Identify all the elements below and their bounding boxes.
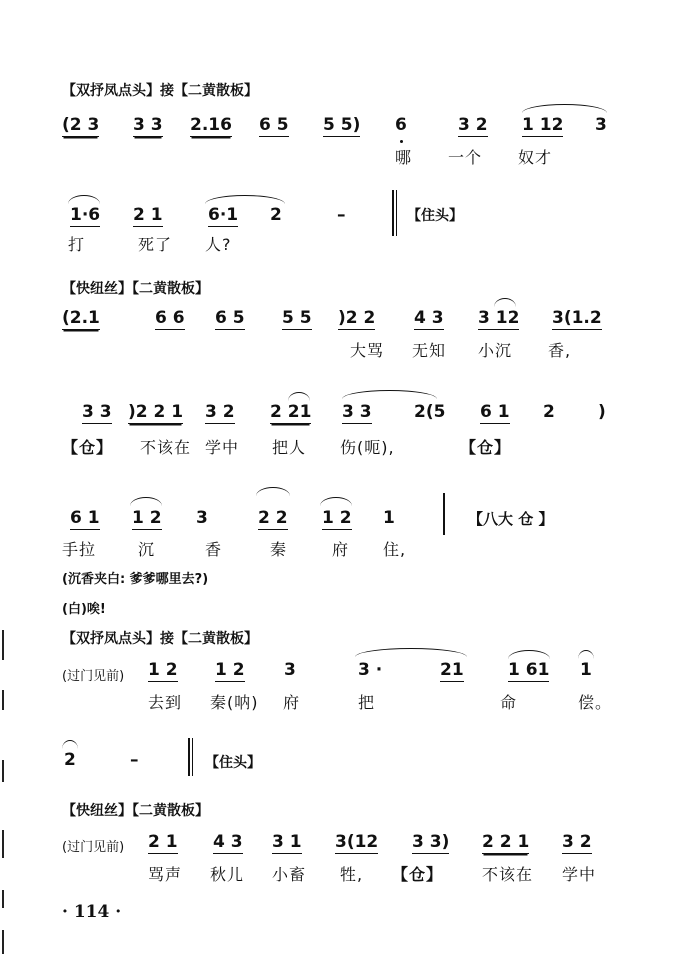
scan-margin-mark [2, 690, 4, 710]
note-group: – [130, 750, 139, 770]
note-group: (2 3 [62, 115, 100, 135]
scan-margin-mark [2, 890, 4, 908]
lyric: 秦 [270, 540, 288, 559]
lyric: 死了 [138, 235, 173, 254]
lyric: 偿。 [578, 693, 613, 712]
barline [443, 493, 445, 535]
note-group: 3 [196, 508, 208, 528]
scan-margin-mark [2, 760, 4, 782]
barline [188, 738, 190, 776]
note-group: 1 2 [148, 660, 178, 680]
slur-mark [62, 740, 78, 749]
slur-mark [68, 195, 100, 204]
slur-mark [320, 497, 352, 506]
note-group: 2 [64, 750, 76, 770]
note-group: 3 2 [562, 832, 592, 852]
lyric: 学中 [562, 865, 597, 884]
percussion-cue: 【仓】 [460, 438, 512, 457]
percussion-cue: 【住头】 [205, 755, 261, 771]
note-group: 4 3 [213, 832, 243, 852]
page-number: · 114 · [62, 902, 122, 922]
note-group: 5 5) [323, 115, 361, 135]
section-header: 【快纽丝】【二黄散板】 [62, 281, 209, 297]
slur-mark [494, 298, 516, 307]
note-group: 2 [543, 402, 555, 422]
note-group: 6 1 [70, 508, 100, 528]
note-group: 6·1 [208, 205, 239, 225]
lyric: 把人 [272, 438, 307, 457]
lyric: 去到 [148, 693, 183, 712]
lyric: 住, [383, 540, 407, 559]
section-header: 【快纽丝】【二黄散板】 [62, 803, 209, 819]
note-group: 1 [383, 508, 395, 528]
lyric: 香, [548, 341, 572, 360]
lyric: 香 [205, 540, 223, 559]
note-group: 2 21 [270, 402, 312, 422]
slur-mark [522, 104, 607, 113]
lyric: 学中 [205, 438, 240, 457]
prelude-note: (过门见前) [62, 840, 125, 855]
slur-mark [578, 650, 594, 659]
percussion-cue: 【仓】 [62, 438, 114, 457]
note-group: )2 2 [338, 308, 376, 328]
slur-mark [205, 195, 285, 204]
note-group: 3 [284, 660, 296, 680]
slur-mark [342, 390, 437, 399]
note-group: 6 5 [259, 115, 289, 135]
note-group: 3 3) [412, 832, 450, 852]
note-group: 3(1.2 [552, 308, 602, 328]
note-group: 3 3 [82, 402, 112, 422]
percussion-cue: 【住头】 [407, 208, 463, 224]
lyric: 奴才 [518, 148, 553, 167]
lyric: 骂声 [148, 865, 183, 884]
barline [392, 190, 394, 236]
slur-mark [130, 497, 162, 506]
lyric: 手拉 [62, 540, 97, 559]
note-group: 6 [395, 115, 407, 135]
note-group: 1 61 [508, 660, 550, 680]
note-group: 1 2 [322, 508, 352, 528]
note-group: 5 5 [282, 308, 312, 328]
note-group: 1 2 [132, 508, 162, 528]
scan-margin-mark [2, 830, 4, 858]
lyric: 不该在 [482, 865, 534, 884]
lyric: 小沉 [478, 341, 513, 360]
note-group: )2 2 1 [128, 402, 184, 422]
note-group: 3 12 [478, 308, 520, 328]
lyric: 命 [500, 693, 518, 712]
slur-mark [288, 392, 310, 401]
lyric: 府 [332, 540, 350, 559]
lyric: 无知 [412, 341, 447, 360]
note-group: 3 · [358, 660, 383, 680]
note-group: 3(12 [335, 832, 379, 852]
note-group: 1·6 [70, 205, 101, 225]
lyric: 把 [358, 693, 376, 712]
lyric: 伤(呃), [340, 438, 395, 457]
barline [192, 738, 193, 776]
barline [396, 190, 397, 236]
lyric: 沉 [138, 540, 156, 559]
note-group: 4 3 [414, 308, 444, 328]
note-group: 3 3 [133, 115, 163, 135]
note-group: 3 1 [272, 832, 302, 852]
note-group: 2 1 [133, 205, 163, 225]
lyric: 秦(呐) [210, 693, 259, 712]
lyric: 哪 [395, 148, 413, 167]
note-group: 2 [270, 205, 282, 225]
slur-mark [355, 648, 467, 657]
lyric: 府 [283, 693, 301, 712]
lyric: 人? [205, 235, 232, 254]
note-group: 3 3 [342, 402, 372, 422]
note-group: 1 [580, 660, 592, 680]
note-group: ) [598, 402, 606, 422]
note-group: 3 2 [205, 402, 235, 422]
note-group: 6 5 [215, 308, 245, 328]
lyric: 一个 [448, 148, 483, 167]
section-header: 【双抒凤点头】接【二黄散板】 [62, 631, 258, 647]
note-group: 1 12 [522, 115, 564, 135]
percussion-cue: 【八大 仓 】 [468, 510, 554, 528]
note-group: 2 2 [258, 508, 288, 528]
lyric: 牲, [340, 865, 364, 884]
lyric: 打 [68, 235, 86, 254]
octave-dot [400, 140, 403, 143]
note-group: 2.16 [190, 115, 232, 135]
note-group: 2 2 1 [482, 832, 530, 852]
lyric: 大骂 [350, 341, 385, 360]
scan-margin-mark [2, 930, 4, 954]
spoken-line: (沉香夹白: 爹爹哪里去?) [62, 572, 209, 587]
note-group: 3 2 [458, 115, 488, 135]
scan-margin-mark [2, 630, 4, 660]
spoken-line: (白)唉! [62, 602, 106, 617]
note-group: 2(5 [414, 402, 446, 422]
lyric: 不该在 [140, 438, 192, 457]
slur-mark [256, 487, 290, 496]
note-group: 2 1 [148, 832, 178, 852]
note-group: 1 2 [215, 660, 245, 680]
note-group: – [337, 205, 346, 225]
lyric: 小畜 [272, 865, 307, 884]
note-group: 21 [440, 660, 464, 680]
section-header: 【双抒凤点头】接【二黄散板】 [62, 83, 258, 99]
prelude-note: (过门见前) [62, 669, 125, 684]
percussion-cue: 【仓】 [392, 865, 444, 884]
note-group: 6 6 [155, 308, 185, 328]
slur-mark [508, 650, 550, 659]
note-group: 6 1 [480, 402, 510, 422]
note-group: 3 [595, 115, 607, 135]
lyric: 秋儿 [210, 865, 245, 884]
note-group: (2.1 [62, 308, 100, 328]
